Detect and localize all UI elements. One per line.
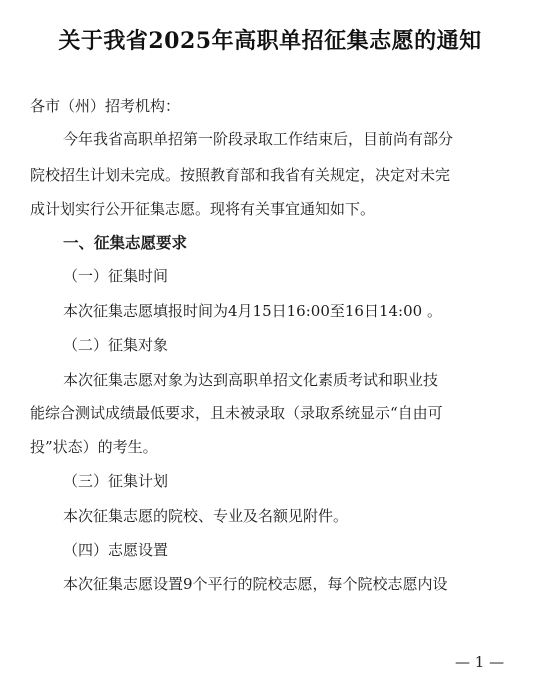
paragraph-line: 能综合测试成绩最低要求，且未被录取（录取系统显示“自由可: [30, 404, 443, 422]
document-title: 关于我省2025年高职单招征集志愿的通知: [58, 28, 482, 54]
subsection-heading: （一）征集时间: [63, 267, 169, 285]
page-number: — 1 —: [455, 653, 505, 671]
paragraph-line: 成计划实行公开征集志愿。现将有关事宜通知如下。: [30, 200, 376, 218]
paragraph-line: 本次征集志愿填报时间为4月15日16:00至16日14:00 。: [63, 302, 442, 320]
subsection-heading: （二）征集对象: [63, 336, 169, 354]
paragraph-line: 本次征集志愿对象为达到高职单招文化素质考试和职业技: [63, 371, 439, 389]
section-heading: 一、征集志愿要求: [63, 234, 188, 252]
paragraph-line: 本次征集志愿的院校、专业及名额见附件。: [63, 507, 349, 525]
subsection-heading: （四）志愿设置: [63, 541, 169, 559]
paragraph-line: 本次征集志愿设置9个平行的院校志愿，每个院校志愿内设: [63, 575, 448, 593]
subsection-heading: （三）征集计划: [63, 472, 169, 490]
paragraph-line: 院校招生计划未完成。按照教育部和我省有关规定，决定对未完: [30, 166, 451, 184]
salutation: 各市（州）招考机构：: [30, 97, 181, 115]
paragraph-line: 今年我省高职单招第一阶段录取工作结束后，目前尚有部分: [63, 130, 454, 148]
paragraph-line: 投”状态）的考生。: [30, 438, 158, 456]
